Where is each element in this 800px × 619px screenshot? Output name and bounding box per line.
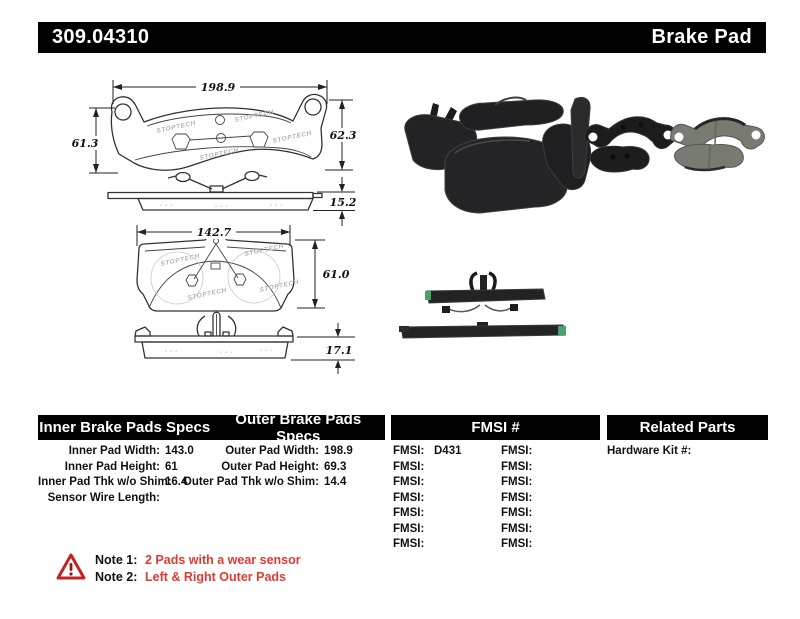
fmsi-row: FMSI: — [393, 522, 425, 535]
page-title: Brake Pad — [651, 26, 752, 48]
svg-text:142.7: 142.7 — [196, 226, 232, 239]
fmsi-row: FMSI: — [501, 460, 533, 473]
svg-text:STOPTECH: STOPTECH — [186, 286, 228, 302]
note-2-text: Left & Right Outer Pads — [145, 570, 286, 584]
warning-triangle-icon — [56, 552, 86, 582]
notes-block — [95, 552, 301, 586]
svg-text:STOPTECH: STOPTECH — [198, 146, 240, 162]
technical-drawing — [55, 70, 375, 390]
dim-inner-height — [295, 240, 355, 308]
fmsi-column-1 — [393, 444, 462, 553]
photo-pads-angled — [405, 97, 591, 213]
part-number: 309.04310 — [52, 26, 150, 48]
spec-row: Inner Pad Height: 61 — [64, 460, 178, 473]
fmsi-header: FMSI # — [471, 419, 520, 436]
related-parts-header: Related Parts — [639, 419, 736, 436]
fmsi-row: FMSI: — [501, 538, 533, 550]
svg-text:STOPTECH: STOPTECH — [155, 119, 197, 135]
fmsi-row: FMSI: D431 — [393, 445, 462, 457]
spec-row: Sensor Wire Length: — [47, 491, 160, 504]
dim-inner-thickness — [291, 323, 355, 374]
related-parts-column — [607, 444, 696, 460]
svg-text:62.3: 62.3 — [329, 129, 357, 142]
outer-pad-specs — [180, 444, 375, 491]
svg-text:198.9: 198.9 — [200, 81, 236, 94]
dim-outer-thickness — [313, 177, 357, 226]
outer-pad-side-view — [108, 193, 322, 211]
product-photos — [385, 85, 775, 355]
inner-pad-front-view — [137, 237, 300, 311]
svg-text:STOPTECH: STOPTECH — [159, 252, 201, 268]
note-1-label: Note 1: — [95, 553, 138, 567]
svg-text:- - -: - - - — [260, 347, 274, 354]
spec-row: Hardware Kit #: — [607, 445, 692, 457]
related-parts-header-bar — [607, 415, 768, 440]
svg-text:- - -: - - - — [160, 202, 174, 209]
fmsi-column-2 — [501, 444, 542, 553]
pads-specs-header-bar — [38, 410, 385, 445]
fmsi-row: FMSI: — [501, 491, 533, 504]
svg-text:- - -: - - - — [215, 203, 229, 210]
spec-row: Inner Pad Thk w/o Shim: 16.4 — [38, 476, 188, 488]
fmsi-header-bar — [391, 415, 600, 440]
wear-sensor-clip-drawing — [168, 172, 267, 193]
svg-text:61.3: 61.3 — [71, 137, 99, 150]
svg-text:- - -: - - - — [270, 202, 284, 209]
dim-outer-height-left — [69, 108, 118, 173]
fmsi-row: FMSI: — [393, 476, 425, 488]
spec-row: Outer Pad Width: 198.9 — [225, 445, 353, 457]
svg-text:STOPTECH: STOPTECH — [233, 108, 275, 124]
svg-text:- - -: - - - — [165, 348, 179, 355]
note-2 — [95, 569, 301, 586]
fmsi-row: FMSI: — [393, 460, 425, 473]
svg-text:61.0: 61.0 — [322, 268, 350, 281]
photo-pads-edge-sensors — [399, 273, 566, 338]
svg-text:15.2: 15.2 — [329, 196, 357, 209]
svg-text:STOPTECH: STOPTECH — [258, 278, 300, 294]
inner-pad-side-view — [135, 312, 293, 358]
dim-outer-height-right — [325, 100, 361, 170]
fmsi-row: FMSI: — [393, 491, 425, 504]
inner-pads-specs-header: Inner Brake Pads Specs — [39, 419, 211, 436]
fmsi-row: FMSI: — [501, 445, 533, 457]
note-2-label: Note 2: — [95, 570, 138, 584]
svg-text:STOPTECH: STOPTECH — [243, 242, 285, 258]
spec-row: Outer Pad Height: 69.3 — [221, 460, 347, 473]
fmsi-row: FMSI: — [393, 507, 425, 519]
svg-text:- - -: - - - — [220, 349, 234, 356]
fmsi-row: FMSI: — [501, 476, 533, 488]
note-1-text: 2 Pads with a wear sensor — [145, 553, 301, 567]
outer-pads-specs-header: Outer Brake Pads Specs — [235, 410, 362, 445]
fmsi-row: FMSI: — [393, 538, 425, 550]
outer-pad-front-view — [111, 94, 326, 170]
dim-outer-width — [113, 80, 327, 104]
photo-pads-flat — [585, 117, 765, 172]
note-1 — [95, 552, 301, 569]
svg-text:STOPTECH: STOPTECH — [271, 129, 313, 145]
spec-row: Outer Pad Thk w/o Shim: 14.4 — [182, 476, 347, 488]
fmsi-row: FMSI: — [501, 507, 533, 519]
title-bar — [38, 22, 766, 53]
svg-text:17.1: 17.1 — [325, 344, 353, 357]
fmsi-row: FMSI: — [501, 522, 533, 535]
spec-row: Inner Pad Width: 143.0 — [68, 445, 194, 457]
